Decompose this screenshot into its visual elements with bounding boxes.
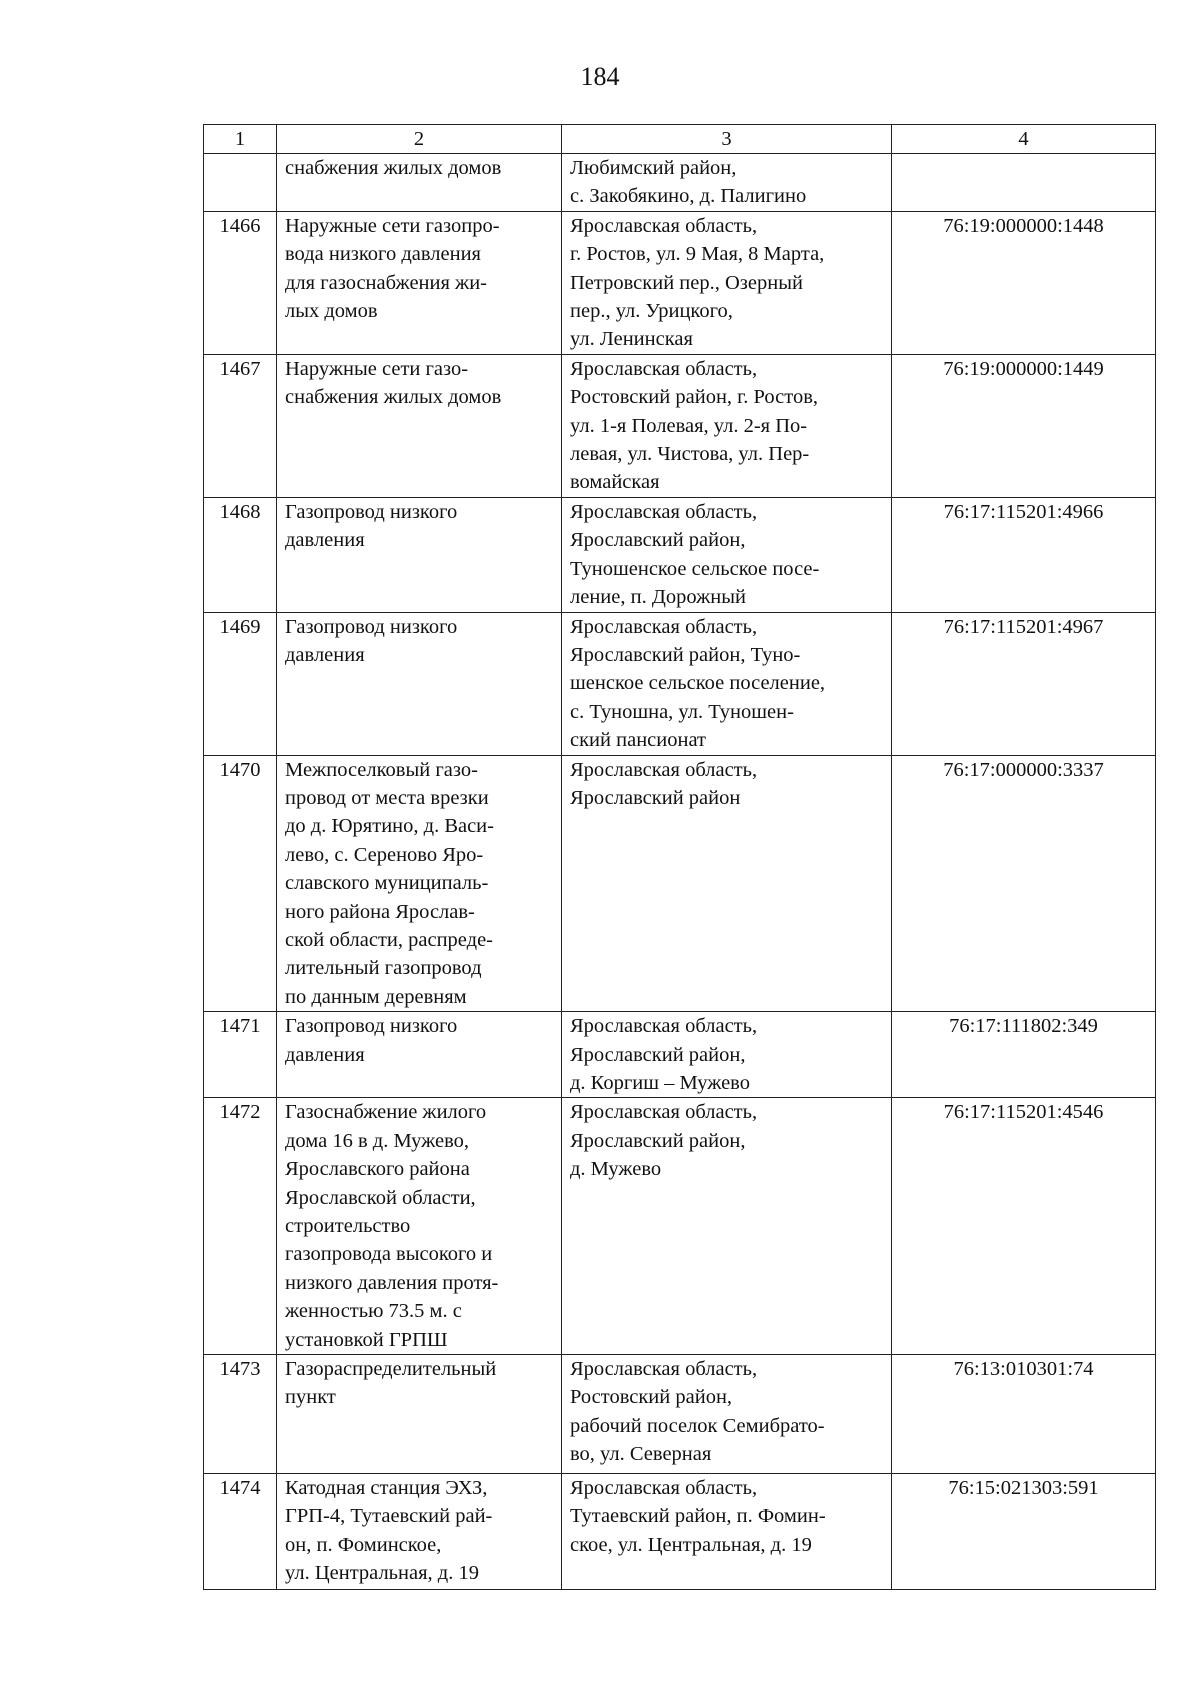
table-row — [204, 1355, 1156, 1474]
table-row — [204, 1012, 1156, 1098]
object-address: Ярославская область, Ярославский район — [562, 755, 892, 1012]
row-number: 1471 — [204, 1012, 277, 1098]
object-name: Газораспределительный пункт — [277, 1355, 562, 1474]
column-header-1: 1 — [204, 125, 277, 154]
object-address: Ярославская область, Ярославский район, Туно- шенское сельское поселение, с. Туношна, ул. Туношен- ский пансионат — [562, 612, 892, 755]
table-row — [204, 497, 1156, 612]
row-number: 1472 — [204, 1098, 277, 1355]
cadastral-number: 76:17:115201:4546 — [892, 1098, 1156, 1355]
row-number — [204, 154, 277, 212]
cadastral-number: 76:15:021303:591 — [892, 1474, 1156, 1590]
table-row — [204, 354, 1156, 497]
table-row — [204, 211, 1156, 354]
table-header-row — [204, 125, 1156, 154]
column-header-3: 3 — [562, 125, 892, 154]
table-row — [204, 612, 1156, 755]
object-name: Наружные сети газо- снабжения жилых домов — [277, 354, 562, 497]
object-address: Любимский район, с. Закобякино, д. Палигино — [562, 154, 892, 212]
table-row — [204, 1474, 1156, 1590]
row-number: 1469 — [204, 612, 277, 755]
object-name: Межпоселковый газо- провод от места врезки до д. Юрятино, д. Васи- лево, с. Сереново Яро- славского муниципаль- ного района Ярослав- ской области, распреде- лительный газопровод по данным деревням — [277, 755, 562, 1012]
cadastral-number: 76:19:000000:1448 — [892, 211, 1156, 354]
registry-table — [203, 124, 1156, 1590]
object-name: Газоснабжение жилого дома 16 в д. Мужево, Ярославского района Ярославской области, строительство газопровода высокого и низкого давления протя- женностью 73.5 м. с установкой ГРПШ — [277, 1098, 562, 1355]
cadastral-number: 76:13:010301:74 — [892, 1355, 1156, 1474]
cadastral-number: 76:19:000000:1449 — [892, 354, 1156, 497]
column-header-4: 4 — [892, 125, 1156, 154]
page-number: 184 — [580, 62, 620, 91]
object-name: Катодная станция ЭХЗ, ГРП-4, Тутаевский рай- он, п. Фоминское, ул. Центральная, д. 19 — [277, 1474, 562, 1590]
row-number: 1473 — [204, 1355, 277, 1474]
object-name: Наружные сети газопро- вода низкого давления для газоснабжения жи- лых домов — [277, 211, 562, 354]
row-number: 1467 — [204, 354, 277, 497]
cadastral-number: 76:17:115201:4967 — [892, 612, 1156, 755]
object-name: снабжения жилых домов — [277, 154, 562, 212]
object-address: Ярославская область, Ярославский район, д. Коргиш – Мужево — [562, 1012, 892, 1098]
row-number: 1470 — [204, 755, 277, 1012]
object-name: Газопровод низкого давления — [277, 497, 562, 612]
cadastral-number — [892, 154, 1156, 212]
object-address: Ярославская область, г. Ростов, ул. 9 Мая, 8 Марта, Петровский пер., Озерный пер., ул. Урицкого, ул. Ленинская — [562, 211, 892, 354]
cadastral-number: 76:17:000000:3337 — [892, 755, 1156, 1012]
object-address: Ярославская область, Ростовский район, г. Ростов, ул. 1-я Полевая, ул. 2-я По- левая, ул. Чистова, ул. Пер- вомайская — [562, 354, 892, 497]
cadastral-number: 76:17:111802:349 — [892, 1012, 1156, 1098]
table-row — [204, 154, 1156, 212]
object-address: Ярославская область, Ярославский район, д. Мужево — [562, 1098, 892, 1355]
cadastral-number: 76:17:115201:4966 — [892, 497, 1156, 612]
object-name: Газопровод низкого давления — [277, 612, 562, 755]
column-header-2: 2 — [277, 125, 562, 154]
row-number: 1466 — [204, 211, 277, 354]
object-address: Ярославская область, Ярославский район, Тунoшенское сельское посе- ление, п. Дорожный — [562, 497, 892, 612]
table-row — [204, 755, 1156, 1012]
object-address: Ярославская область, Тутаевский район, п. Фомин- ское, ул. Центральная, д. 19 — [562, 1474, 892, 1590]
table-row — [204, 1098, 1156, 1355]
row-number: 1474 — [204, 1474, 277, 1590]
object-name: Газопровод низкого давления — [277, 1012, 562, 1098]
row-number: 1468 — [204, 497, 277, 612]
object-address: Ярославская область, Ростовский район, рабочий поселок Семибрато- во, ул. Северная — [562, 1355, 892, 1474]
